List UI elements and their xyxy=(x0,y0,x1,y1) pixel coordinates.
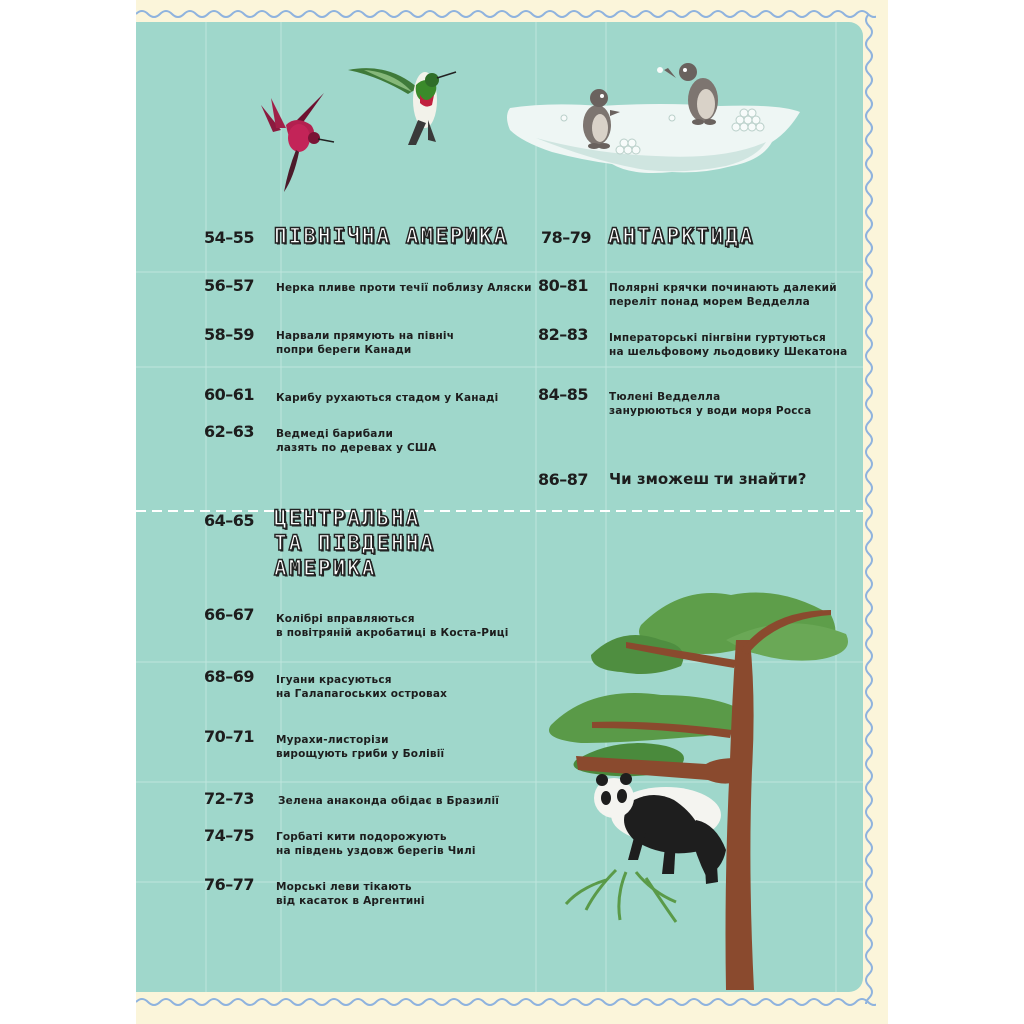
entry-line: Колібрі вправляються xyxy=(276,613,415,625)
entry-page-number[interactable]: 74–75 xyxy=(204,826,255,845)
entry-page-number[interactable]: 56–57 xyxy=(204,276,255,295)
entry-line: в повітряній акробатиці в Коста-Риці xyxy=(276,627,509,639)
entry-page-number[interactable]: 60–61 xyxy=(204,385,255,404)
entry-line: Мурахи-листорізи xyxy=(276,734,389,746)
entry-page-number[interactable]: 86–87 xyxy=(538,470,589,489)
entry-page-number[interactable]: 66–67 xyxy=(204,605,255,624)
toc-entry[interactable] xyxy=(276,329,454,357)
section-title-north-america[interactable] xyxy=(274,224,508,249)
toc-entry[interactable] xyxy=(609,390,811,418)
entry-line: Імператорські пінгвіни гуртуються xyxy=(609,332,826,344)
section-title-central-south-america[interactable] xyxy=(274,506,435,581)
entry-line: Зелена анаконда обідає в Бразилії xyxy=(278,795,500,807)
section-title-line: ПІВНІЧНА АМЕРИКА xyxy=(274,224,509,248)
entry-page-number[interactable]: 62–63 xyxy=(204,422,255,441)
entry-line: Ведмеді барибали xyxy=(276,428,393,440)
entry-line: на південь уздовж берегів Чилі xyxy=(276,845,476,857)
entry-line: попри береги Канади xyxy=(276,344,412,356)
section-title-line: ТА ПІВДЕННА xyxy=(274,531,436,555)
entry-page-number[interactable]: 82–83 xyxy=(538,325,589,344)
entry-line: занурюються у води моря Росса xyxy=(609,405,812,417)
toc-entry[interactable] xyxy=(276,733,444,761)
entry-page-number[interactable]: 68–69 xyxy=(204,667,255,686)
toc-entry[interactable] xyxy=(276,880,425,908)
toc-entry[interactable] xyxy=(276,612,509,640)
entry-page-number[interactable]: 84–85 xyxy=(538,385,589,404)
toc-entry[interactable] xyxy=(276,673,447,701)
entry-page-number[interactable]: 58–59 xyxy=(204,325,255,344)
entry-line: вирощують гриби у Болівії xyxy=(276,748,445,760)
entry-line: переліт понад морем Ведделла xyxy=(609,296,810,308)
section-page-number[interactable]: 78–79 xyxy=(541,228,592,247)
section-page-number[interactable]: 54–55 xyxy=(204,228,255,247)
toc-entry[interactable] xyxy=(609,331,847,359)
entry-line: Нерка пливе проти течії поблизу Аляски xyxy=(276,282,532,294)
entry-line: Ігуани красуються xyxy=(276,674,392,686)
wave-border-bottom xyxy=(136,994,876,1010)
entry-line: лазять по деревах у США xyxy=(276,442,437,454)
toc-entry[interactable] xyxy=(276,281,532,295)
contents-page xyxy=(136,22,863,992)
entry-line: на Галапагоських островах xyxy=(276,688,448,700)
entry-line: Горбаті кити подорожують xyxy=(276,831,447,843)
grid-lines xyxy=(136,22,863,992)
entry-page-number[interactable]: 72–73 xyxy=(204,789,255,808)
entry-page-number[interactable]: 80–81 xyxy=(538,276,589,295)
toc-entry[interactable] xyxy=(609,281,837,309)
toc-entry[interactable] xyxy=(276,830,476,858)
entry-page-number[interactable]: 76–77 xyxy=(204,875,255,894)
find-entry[interactable]: Чи зможеш ти знайти? xyxy=(609,470,807,488)
toc-entry[interactable] xyxy=(278,794,499,808)
entry-page-number[interactable]: 70–71 xyxy=(204,727,255,746)
section-page-number[interactable]: 64–65 xyxy=(204,511,255,530)
section-title-line: АНТАРКТИДА xyxy=(608,224,755,248)
section-title-line: АМЕРИКА xyxy=(274,556,377,580)
wave-border-top xyxy=(136,6,876,22)
entry-line: Полярні крячки починають далекий xyxy=(609,282,837,294)
section-title-antarctica[interactable] xyxy=(608,224,754,249)
entry-line: Карибу рухаються стадом у Канаді xyxy=(276,392,499,404)
entry-line: на шельфовому льодовику Шекатона xyxy=(609,346,848,358)
toc-entry[interactable] xyxy=(276,427,436,455)
wave-border-right xyxy=(862,14,876,1004)
section-title-line: ЦЕНТРАЛЬНА xyxy=(274,506,421,530)
toc-entry[interactable] xyxy=(276,391,498,405)
entry-line: Нарвали прямують на північ xyxy=(276,330,455,342)
entry-line: Морські леви тікають xyxy=(276,881,412,893)
entry-line: від касаток в Аргентині xyxy=(276,895,425,907)
entry-line: Тюлені Ведделла xyxy=(609,391,721,403)
